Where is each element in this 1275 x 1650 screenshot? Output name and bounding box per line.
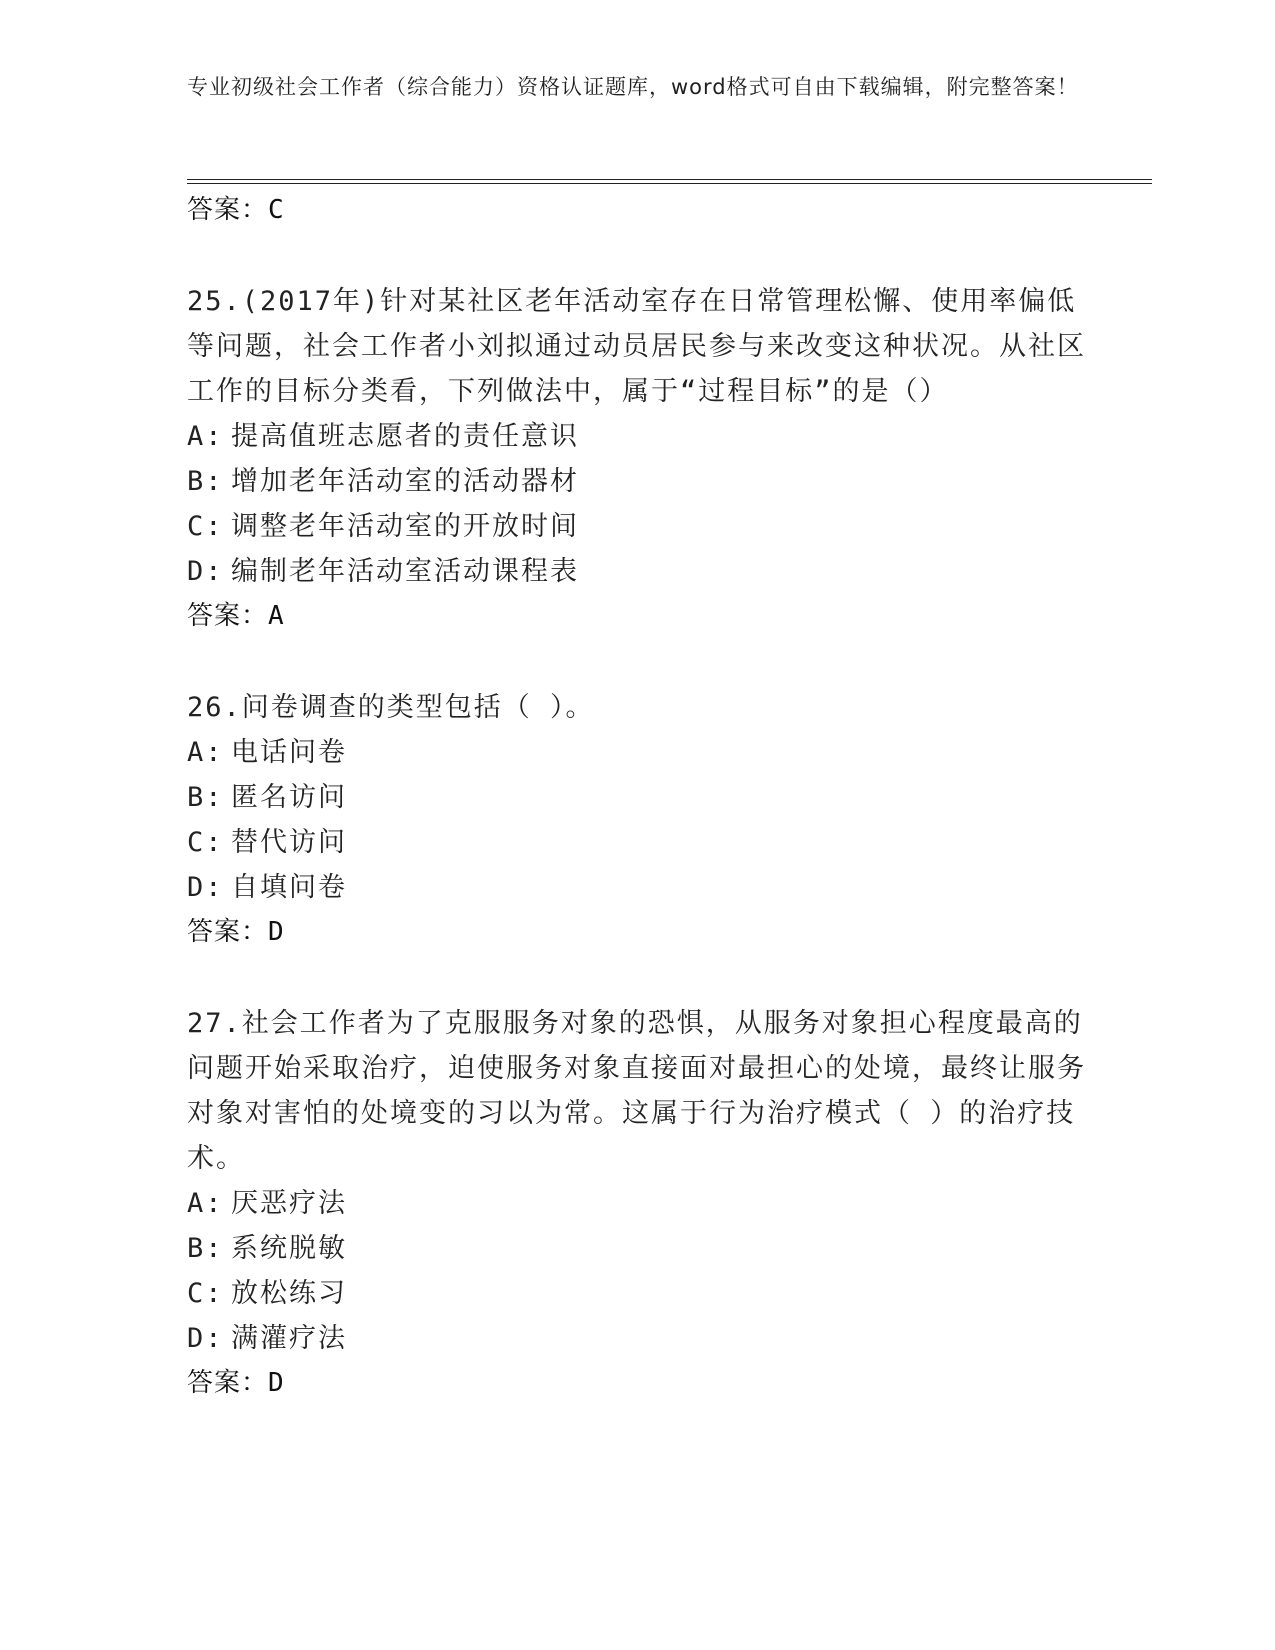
question-26 bbox=[187, 685, 1087, 955]
option-text: 系统脱敏 bbox=[231, 1233, 347, 1264]
question-stem: 27.社会工作者为了克服服务对象的恐惧，从服务对象担心程度最高的问题开始采取治疗，迫使服务对象直接面对最担心的处境，最终让服务对象对害怕的处境变的习以为常。这属于行为治疗模式（ ）的治疗技术。 bbox=[187, 1008, 1086, 1174]
option-d bbox=[187, 865, 1087, 910]
option-b bbox=[187, 1226, 1087, 1271]
question-stem: 25.(2017年)针对某社区老年活动室存在日常管理松懈、使用率偏低等问题，社会工作者小刘拟通过动员居民参与来改变这种状况。从社区工作的目标分类看，下列做法中，属于“过程目标”的是（） bbox=[187, 286, 1086, 407]
page-header bbox=[187, 72, 1087, 103]
option-d bbox=[187, 1316, 1087, 1361]
answer-label: 答案： bbox=[187, 195, 269, 225]
option-letter: A: bbox=[187, 737, 224, 768]
option-text: 增加老年活动室的活动器材 bbox=[231, 466, 579, 497]
option-text: 厌恶疗法 bbox=[231, 1188, 347, 1219]
answer-value: D bbox=[268, 917, 285, 947]
option-a bbox=[187, 730, 1087, 775]
option-b bbox=[187, 775, 1087, 820]
question-27 bbox=[187, 1001, 1087, 1406]
answer-label: 答案： bbox=[187, 917, 269, 947]
option-text: 电话问卷 bbox=[231, 737, 347, 768]
answer-value: C bbox=[268, 195, 285, 225]
header-divider-thick bbox=[187, 183, 1152, 184]
option-text: 替代访问 bbox=[231, 827, 347, 858]
option-d bbox=[187, 549, 1087, 594]
answer-value: D bbox=[268, 1368, 285, 1398]
option-c bbox=[187, 820, 1087, 865]
option-letter: D: bbox=[187, 1323, 224, 1354]
question-answer bbox=[187, 594, 1087, 639]
answer-label: 答案： bbox=[187, 601, 269, 631]
option-letter: C: bbox=[187, 827, 224, 858]
option-text: 匿名访问 bbox=[231, 782, 347, 813]
option-letter: C: bbox=[187, 511, 224, 542]
option-b bbox=[187, 459, 1087, 504]
answer-label: 答案： bbox=[187, 1368, 269, 1398]
header-text: 专业初级社会工作者（综合能力）资格认证题库，word格式可自由下载编辑，附完整答案！ bbox=[187, 75, 1079, 99]
option-text: 提高值班志愿者的责任意识 bbox=[231, 421, 579, 452]
option-letter: D: bbox=[187, 556, 224, 587]
option-a bbox=[187, 414, 1087, 459]
question-answer bbox=[187, 910, 1087, 955]
previous-answer bbox=[187, 188, 1087, 233]
option-letter: A: bbox=[187, 421, 224, 452]
option-letter: D: bbox=[187, 872, 224, 903]
question-stem: 26.问卷调查的类型包括（ ）。 bbox=[187, 692, 595, 723]
option-letter: B: bbox=[187, 1233, 224, 1264]
document-body bbox=[187, 188, 1087, 1406]
answer-value: A bbox=[268, 601, 285, 631]
option-text: 放松练习 bbox=[231, 1278, 347, 1309]
option-a bbox=[187, 1181, 1087, 1226]
option-c bbox=[187, 1271, 1087, 1316]
option-letter: B: bbox=[187, 782, 224, 813]
option-c bbox=[187, 504, 1087, 549]
option-text: 编制老年活动室活动课程表 bbox=[231, 556, 579, 587]
option-letter: B: bbox=[187, 466, 224, 497]
option-text: 自填问卷 bbox=[231, 872, 347, 903]
option-letter: C: bbox=[187, 1278, 224, 1309]
option-text: 满灌疗法 bbox=[231, 1323, 347, 1354]
header-divider-thin bbox=[187, 179, 1152, 180]
question-25 bbox=[187, 279, 1087, 639]
option-letter: A: bbox=[187, 1188, 224, 1219]
question-answer bbox=[187, 1361, 1087, 1406]
option-text: 调整老年活动室的开放时间 bbox=[231, 511, 579, 542]
